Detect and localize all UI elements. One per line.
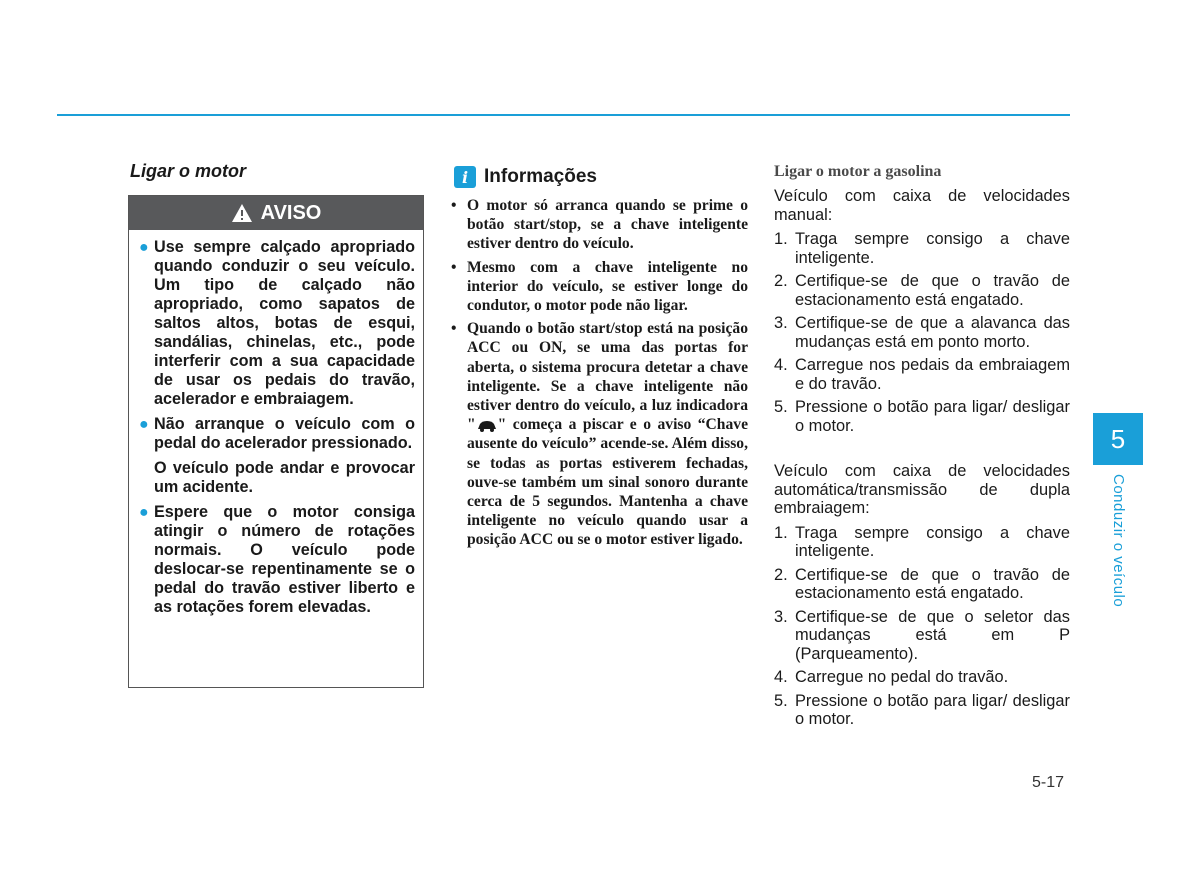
warning-header <box>129 196 423 230</box>
step-item: 4. Carregue nos pedais da embraiagem e do travão. <box>774 356 1070 393</box>
warning-item <box>139 415 415 497</box>
warning-item-text: Não arranque o veículo com o pedal do acelerador pressionado. <box>154 415 415 452</box>
step-item: 1. Traga sempre consigo a chave inteligente. <box>774 523 1070 560</box>
info-item <box>450 319 748 549</box>
info-item <box>450 258 748 316</box>
right-section-title: Ligar o motor a gasolina <box>774 163 942 180</box>
info-item-text-before-icon: Quando o botão start/stop está na posição ACC ou ON, se uma das portas for aberta, o sistema procura detetar a chave inteligente. Se a chave inteligente não estiver dentro do veículo, a luz indicadora " <box>467 320 748 434</box>
warning-item <box>139 238 415 409</box>
info-item <box>450 196 748 254</box>
auto-intro: Veículo com caixa de velocidades automática/transmissão de dupla embraiagem: <box>774 462 1070 517</box>
auto-steps <box>774 524 1070 729</box>
chapter-name: Conduzir o veículo <box>1110 474 1127 608</box>
manual-steps <box>774 230 1070 435</box>
bullet-icon: ● <box>139 504 149 521</box>
step-item: 4. Carregue no pedal do travão. <box>774 668 1009 686</box>
bullet-icon: • <box>451 258 457 276</box>
step-item: 3. Certifique-se de que a alavanca das mudanças está em ponto morto. <box>774 314 1070 351</box>
info-list <box>450 196 748 554</box>
top-rule <box>57 114 1070 116</box>
warning-item-subtext: O veículo pode andar e provocar um acidente. <box>154 459 415 496</box>
info-item-text-after-icon: " começa a piscar e o aviso “Chave ausente do veículo” acende-se. Além disso, se todas as portas estiverem fechadas, ouve-se também um sinal sonoro durante cerca de 5 segundos. Mantenha a chave inteligente no veículo quando usar a posição ACC ou se o motor estiver ligado. <box>467 416 748 549</box>
warning-item-text: Espere que o motor consiga atingir o número de rotações normais. O veículo pode deslocar-se repentinamente se o pedal do travão estiver liberto e as rotações forem elevadas. <box>154 503 415 616</box>
warning-item <box>139 503 415 617</box>
info-item-text: O motor só arranca quando se prime o botão start/stop, se a chave inteligente estiver dentro do veículo. <box>467 197 748 253</box>
warning-item-text: Use sempre calçado apropriado quando conduzir o seu veículo. Um tipo de calçado não apropriado, como sapatos de saltos altos, botas de esqui, sandálias, chinelas, etc., pode interferir com a sua capacidade de usar os pedais do travão, acelerador e embraiagem. <box>154 238 415 408</box>
section-title: Ligar o motor <box>130 161 246 181</box>
chapter-tab[interactable]: 5 <box>1093 413 1143 465</box>
warning-list <box>129 230 423 617</box>
manual-intro: Veículo com caixa de velocidades manual: <box>774 187 1070 224</box>
warning-label: AVISO <box>260 201 322 224</box>
step-item: 1. Traga sempre consigo a chave inteligente. <box>774 230 1070 267</box>
info-item-text: Mesmo com a chave inteligente no interior do veículo, se estiver longe do condutor, o motor pode não ligar. <box>467 258 748 315</box>
warning-box <box>128 195 424 688</box>
bullet-icon: • <box>451 320 457 338</box>
info-title: Informações <box>484 166 597 187</box>
bullet-icon: • <box>451 197 457 214</box>
info-heading <box>454 166 597 188</box>
bullet-icon: ● <box>139 416 149 433</box>
page-number: 5-17 <box>1032 774 1065 791</box>
info-icon: i <box>454 166 476 188</box>
warning-triangle-icon <box>231 203 253 223</box>
step-item: 5. Pressione o botão para ligar/ desligar o motor. <box>774 691 1070 728</box>
step-item: 3. Certifique-se de que o seletor das mudanças está em P (Parqueamento). <box>774 607 1070 663</box>
step-item: 2. Certifique-se de que o travão de estacionamento está engatado. <box>774 272 1070 309</box>
car-key-indicator-icon <box>476 420 498 432</box>
step-item: 2. Certifique-se de que o travão de estacionamento está engatado. <box>774 565 1070 602</box>
step-item: 5. Pressione o botão para ligar/ desligar o motor. <box>774 398 1070 435</box>
bullet-icon: ● <box>139 239 149 256</box>
right-column <box>774 163 1070 734</box>
